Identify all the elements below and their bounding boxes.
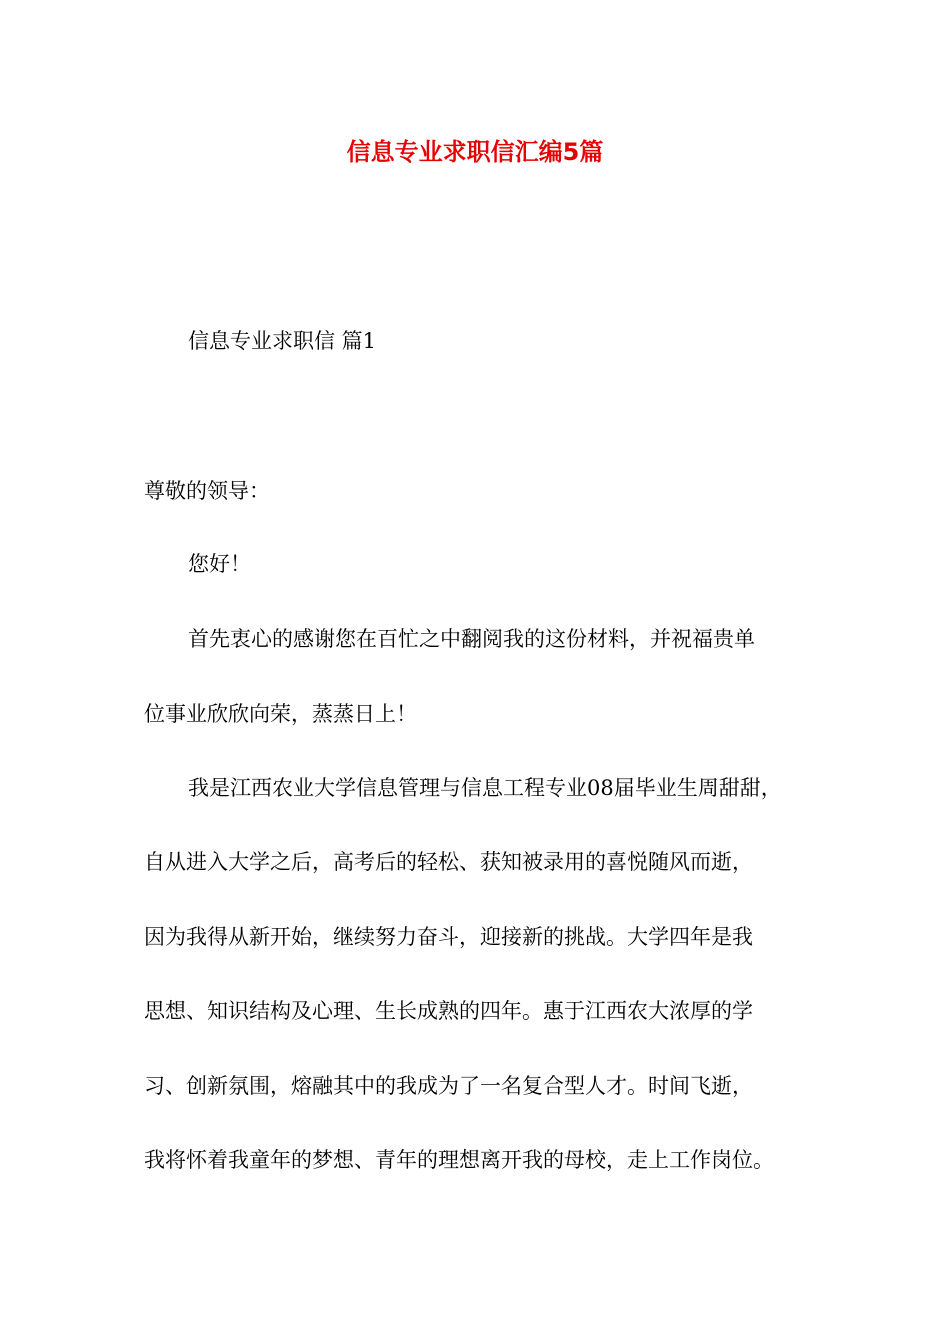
section-heading: 信息专业求职信 篇1 [188,329,377,353]
document-title: 信息专业求职信汇编5篇 [346,138,604,166]
paragraph-line: 因为我得从新开始，继续努力奋斗，迎接新的挑战。大学四年是我 [144,925,753,949]
salutation: 尊敬的领导： [144,479,270,503]
paragraph-line: 自从进入大学之后，高考后的轻松、获知被录用的喜悦随风而逝， [144,850,753,874]
greeting: 您好！ [188,552,251,576]
paragraph-line: 思想、知识结构及心理、生长成熟的四年。惠于江西农大浓厚的学 [144,999,753,1023]
paragraph-line: 位事业欣欣向荣，蒸蒸日上！ [144,702,417,726]
paragraph-line: 习、创新氛围，熔融其中的我成为了一名复合型人才。时间飞逝， [144,1074,753,1098]
paragraph-line: 我将怀着我童年的梦想、青年的理想离开我的母校，走上工作岗位。 [144,1148,774,1172]
paragraph-line: 首先衷心的感谢您在百忙之中翻阅我的这份材料，并祝福贵单 [188,627,755,651]
paragraph-line: 我是江西农业大学信息管理与信息工程专业08届毕业生周甜甜， [188,776,782,800]
